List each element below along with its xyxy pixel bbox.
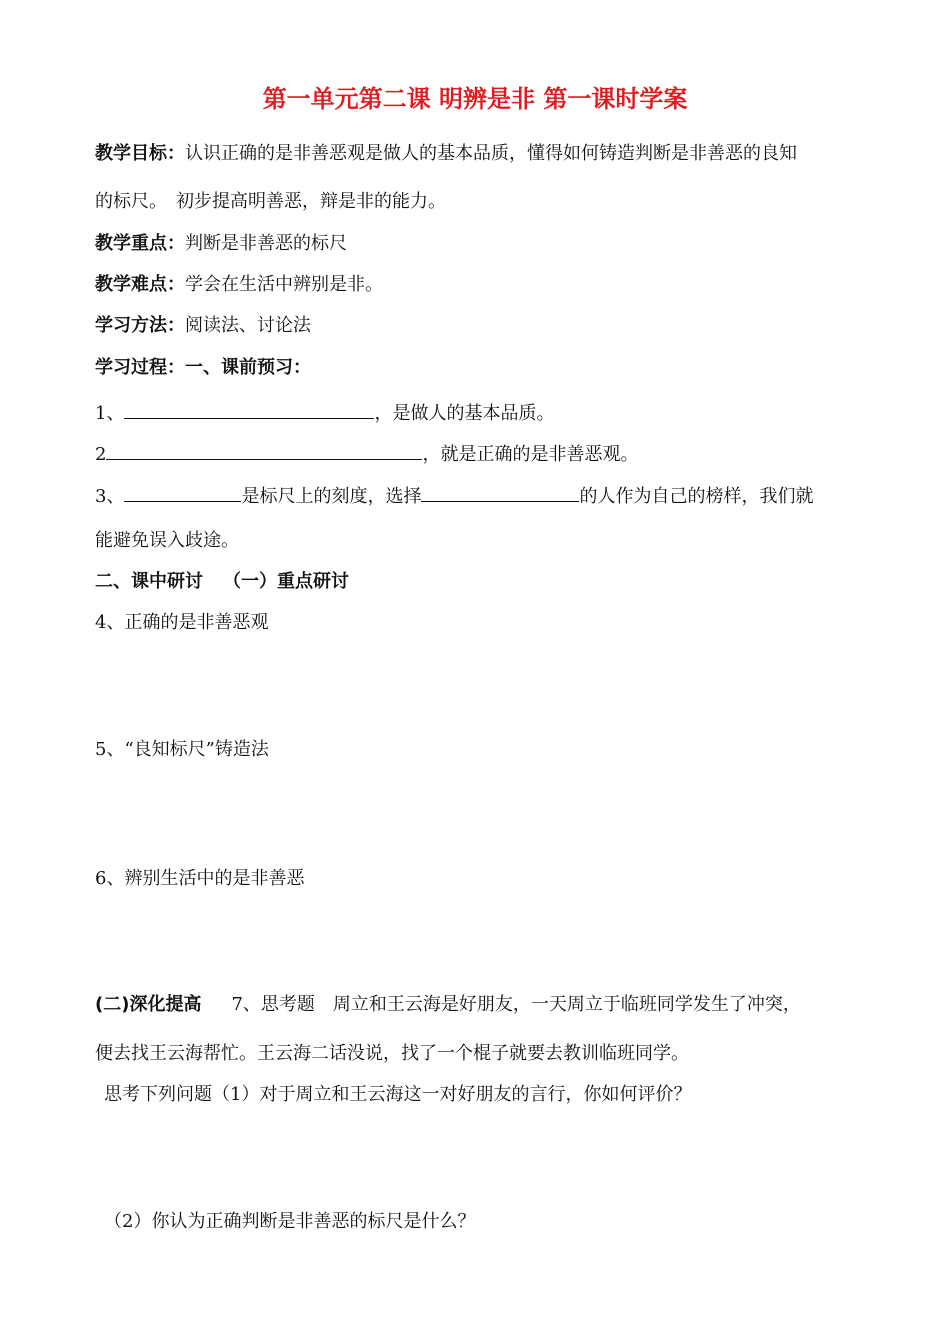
page-title: 第一单元第二课 明辨是非 第一课时学案	[262, 85, 688, 113]
objectives-text: 认识正确的是非善恶观是做人的基本品质，懂得如何铸造判断是非善恶的良知	[185, 143, 797, 164]
method-text: 阅读法、讨论法	[185, 315, 311, 336]
section-3-line-1	[95, 993, 801, 1017]
question-3-blank-1[interactable]	[124, 481, 241, 502]
section-2-sub: （一）重点研讨	[223, 571, 349, 592]
item-5: 5、“良知标尺”铸造法	[95, 739, 269, 760]
section-2-heading	[95, 570, 349, 594]
item-6: 6、辨别生活中的是非善恶	[95, 868, 305, 889]
question-3-number: 3、	[95, 486, 125, 507]
section-3-line-2: 便去找王云海帮忙。王云海二话没说，找了一个棍子就要去教训临班同学。	[95, 1043, 689, 1064]
section-3-text: 7、思考题 周立和王云海是好朋友，一天周立于临班同学发生了冲突，	[231, 994, 801, 1015]
question-1-number: 1、	[95, 403, 125, 424]
question-1-text: ，是做人的基本品质。	[374, 403, 555, 424]
objectives-line-2: 的标尺。 初步提高明善恶，辩是非的能力。	[95, 191, 446, 212]
difficulty	[95, 273, 383, 297]
question-3-blank-2[interactable]	[421, 481, 579, 502]
question-2-blank[interactable]	[106, 439, 422, 460]
section-3-label: (二)深化提高	[95, 994, 202, 1015]
objectives-label: 教学目标：	[95, 143, 185, 164]
question-3	[95, 481, 813, 509]
difficulty-text: 学会在生活中辨别是非。	[185, 274, 383, 295]
key-point-text: 判断是非善恶的标尺	[185, 233, 347, 254]
think-question-2: （2）你认为正确判断是非善恶的标尺是什么？	[104, 1211, 476, 1232]
question-3-text: 的人作为自己的榜样，我们就	[579, 486, 814, 507]
item-4: 4、正确的是非善恶观	[95, 612, 269, 633]
process-label: 学习过程：	[95, 357, 185, 378]
question-1	[95, 398, 554, 426]
question-3-middle-text: 是标尺上的刻度，选择	[241, 486, 422, 507]
question-2-number: 2	[95, 444, 107, 465]
difficulty-label: 教学难点：	[95, 274, 185, 295]
question-3-line-2: 能避免误入歧途。	[95, 530, 239, 551]
key-point	[95, 232, 347, 256]
think-question-1: 思考下列问题（1）对于周立和王云海这一对好朋友的言行，你如何评价？	[104, 1084, 692, 1105]
section-1-heading: 一、课前预习：	[185, 357, 311, 378]
method-label: 学习方法：	[95, 315, 185, 336]
section-2-label: 二、课中研讨	[95, 571, 203, 592]
process-heading	[95, 356, 311, 380]
question-2	[95, 439, 638, 467]
question-2-text: ，就是正确的是非善恶观。	[422, 444, 639, 465]
key-point-label: 教学重点：	[95, 233, 185, 254]
method	[95, 314, 311, 338]
objectives-line-1	[95, 142, 797, 166]
question-1-blank[interactable]	[124, 398, 374, 419]
